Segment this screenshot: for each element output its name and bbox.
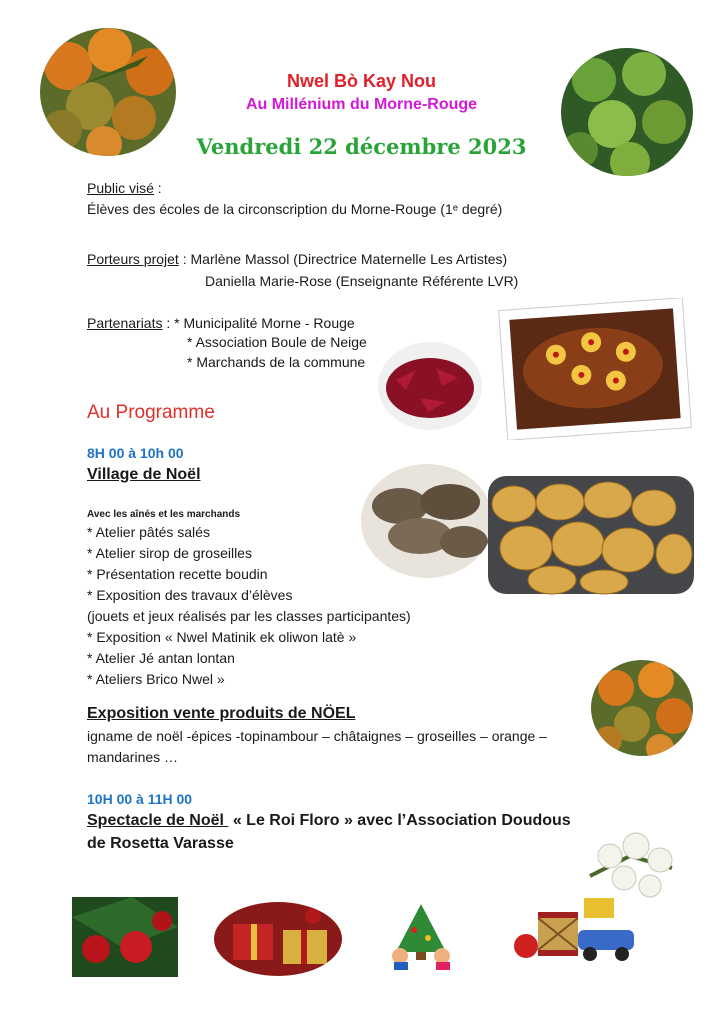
list-item: (jouets et jeux réalisés par les classes participantes) [87,608,411,624]
public-label: Public visé [87,180,154,196]
expo-line1: igname de noël -épices -topinambour – châtaignes – groseilles – orange – [87,728,547,744]
list-item: * Atelier sirop de groseilles [87,545,252,561]
expo-title: Exposition vente produits de NÖEL [87,705,356,722]
porteurs-line1 [87,251,507,267]
toys-drum-car-clipart [512,894,636,970]
event-date: Vendredi 22 décembre 2023 [196,134,527,159]
oranges-photo-right [590,658,695,758]
porteurs-line2: Daniella Marie-Rose (Enseignante Référente LVR) [205,273,519,289]
partenariats-line2: * Association Boule de Neige [187,334,367,350]
slot2-title-rest: « Le Roi Floro » avec l’Association Doudous [228,812,571,829]
public-separator: : [153,180,162,196]
public-heading [87,180,162,196]
partenariats-text1: : * Municipalité Morne - Rouge [162,315,355,331]
kids-christmas-tree-clipart [386,902,456,970]
slot2-title [87,812,571,830]
pastries-photo [486,474,696,596]
public-text: Élèves des écoles de la circonscription du Morne-Rouge (1ᵉ degré) [87,201,503,217]
porteurs-label: Porteurs projet [87,251,179,267]
list-item: * Atelier Jé antan lontan [87,650,235,666]
slot1-intro: Avec les aînés et les marchands [87,509,241,520]
roast-ham-photo [497,298,693,440]
slot2-title-line2: de Rosetta Varasse [87,835,234,852]
list-item: * Atelier pâtés salés [87,524,210,540]
slot2-time: 10H 00 à 11H 00 [87,791,193,807]
event-subtitle: Au Millénium du Morne-Rouge [245,96,478,113]
christmas-baubles-photo [72,897,178,977]
slot1-items [87,522,411,690]
list-item: * Présentation recette boudin [87,566,268,582]
expo-line2: mandarines … [87,749,179,765]
event-title: Nwel Bò Kay Nou [286,71,437,91]
list-item: * Ateliers Brico Nwel » [87,671,225,687]
programme-heading: Au Programme [87,402,215,423]
slot1-title: Village de Noël [87,466,201,483]
sorrel-photo [376,340,484,432]
slot2-title-underlined: Spectacle de Noël [87,812,229,829]
list-item: * Exposition « Nwel Matinik ek oliwon latè » [87,629,357,645]
slot1-time: 8H 00 à 10h 00 [87,445,184,461]
partenariats-line3: * Marchands de la commune [187,354,366,370]
porteurs-text1: : Marlène Massol (Directrice Maternelle Les Artistes) [178,251,508,267]
list-item: * Exposition des travaux d’élèves [87,587,293,603]
partenariats-line1 [87,315,355,331]
partenariats-label: Partenariats [87,315,163,331]
gift-boxes-photo [213,900,343,978]
